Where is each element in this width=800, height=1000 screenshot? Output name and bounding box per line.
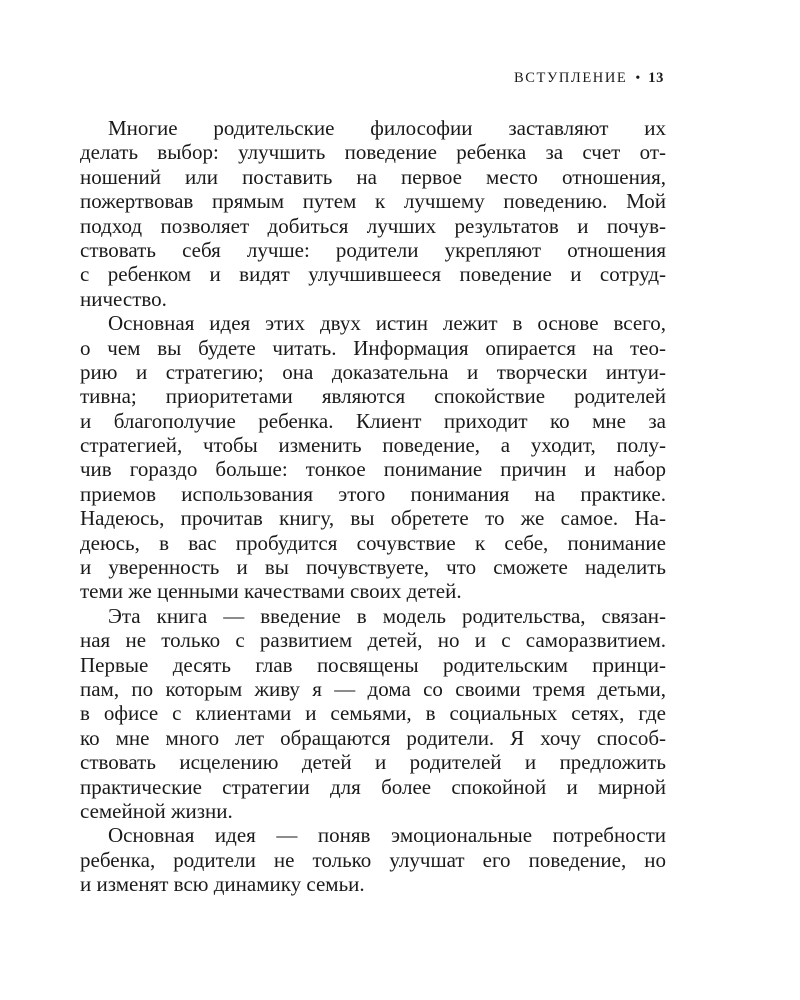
text-line: подход позволяет добиться лучших результатов и почув- (80, 213, 666, 238)
text-line: тивна; приоритетами являются спокойствие родителей (80, 384, 666, 409)
text-line: в офисе с клиентами и семьями, в социальных сетях, где (80, 701, 666, 726)
text-line: пам, по которым живу я — дома со своими тремя детьми, (80, 676, 666, 701)
text-line: Первые десять глав посвящены родительским принци- (80, 652, 666, 677)
running-header (514, 70, 664, 87)
text-line: делать выбор: улучшить поведение ребенка за счет от- (80, 140, 666, 165)
text-line: Надеюсь, прочитав книгу, вы обретете то же самое. На- (80, 506, 666, 531)
text-line: Многие родительские философии заставляют их (108, 116, 666, 140)
text-line: Основная идея — поняв эмоциональные потребности (108, 823, 666, 848)
text-line: ствовать себя лучше: родители укрепляют отношения (80, 237, 666, 262)
text-line: приемов использования этого понимания на практике. (80, 481, 666, 506)
text-line: рию и стратегию; она доказательна и творчески интуи- (80, 359, 666, 384)
text-line: о чем вы будете читать. Информация опирается на тео- (80, 335, 666, 360)
header-bullet: • (635, 70, 641, 86)
text-line: ничество. (80, 286, 167, 311)
text-line: стратегией, чтобы изменить поведение, а уходит, полу- (80, 433, 666, 458)
text-line: пожертвовав прямым путем к лучшему поведению. Мой (80, 189, 666, 214)
text-line: Эта книга — введение в модель родительства, связан- (108, 603, 666, 628)
text-line: практические стратегии для более спокойной и мирной (80, 774, 666, 799)
text-line: ко мне много лет обращаются родители. Я хочу способ- (80, 725, 666, 750)
text-line: и изменят всю динамику семьи. (80, 872, 365, 897)
text-line: ребенка, родители не только улучшат его поведение, но (80, 847, 666, 872)
text-line: ствовать исцелению детей и родителей и предложить (80, 750, 666, 775)
text-line: чив гораздо больше: тонкое понимание причин и набор (80, 457, 666, 482)
paragraph-2 (80, 311, 666, 604)
text-line: теми же ценными качествами своих детей. (80, 579, 462, 604)
text-line: и уверенность и вы почувствуете, что сможете наделить (80, 555, 666, 580)
text-line: Основная идея этих двух истин лежит в основе всего, (108, 311, 666, 336)
section-title: ВСТУПЛЕНИЕ (513, 70, 628, 86)
text-line: ношений или поставить на первое место отношения, (80, 164, 666, 189)
paragraph-3 (80, 604, 666, 824)
text-line: с ребенком и видят улучшившееся поведение и сотруд- (80, 262, 666, 287)
text-line: ная не только с развитием детей, но и с саморазвитием. (80, 628, 666, 653)
body-text (80, 116, 666, 897)
text-line: семейной жизни. (80, 798, 233, 823)
page-number: 13 (648, 70, 664, 86)
text-line: и благополучие ребенка. Клиент приходит ко мне за (80, 408, 666, 433)
paragraph-1 (80, 116, 666, 311)
text-line: деюсь, в вас пробудится сочувствие к себе, понимание (80, 530, 666, 555)
paragraph-4 (80, 823, 666, 896)
